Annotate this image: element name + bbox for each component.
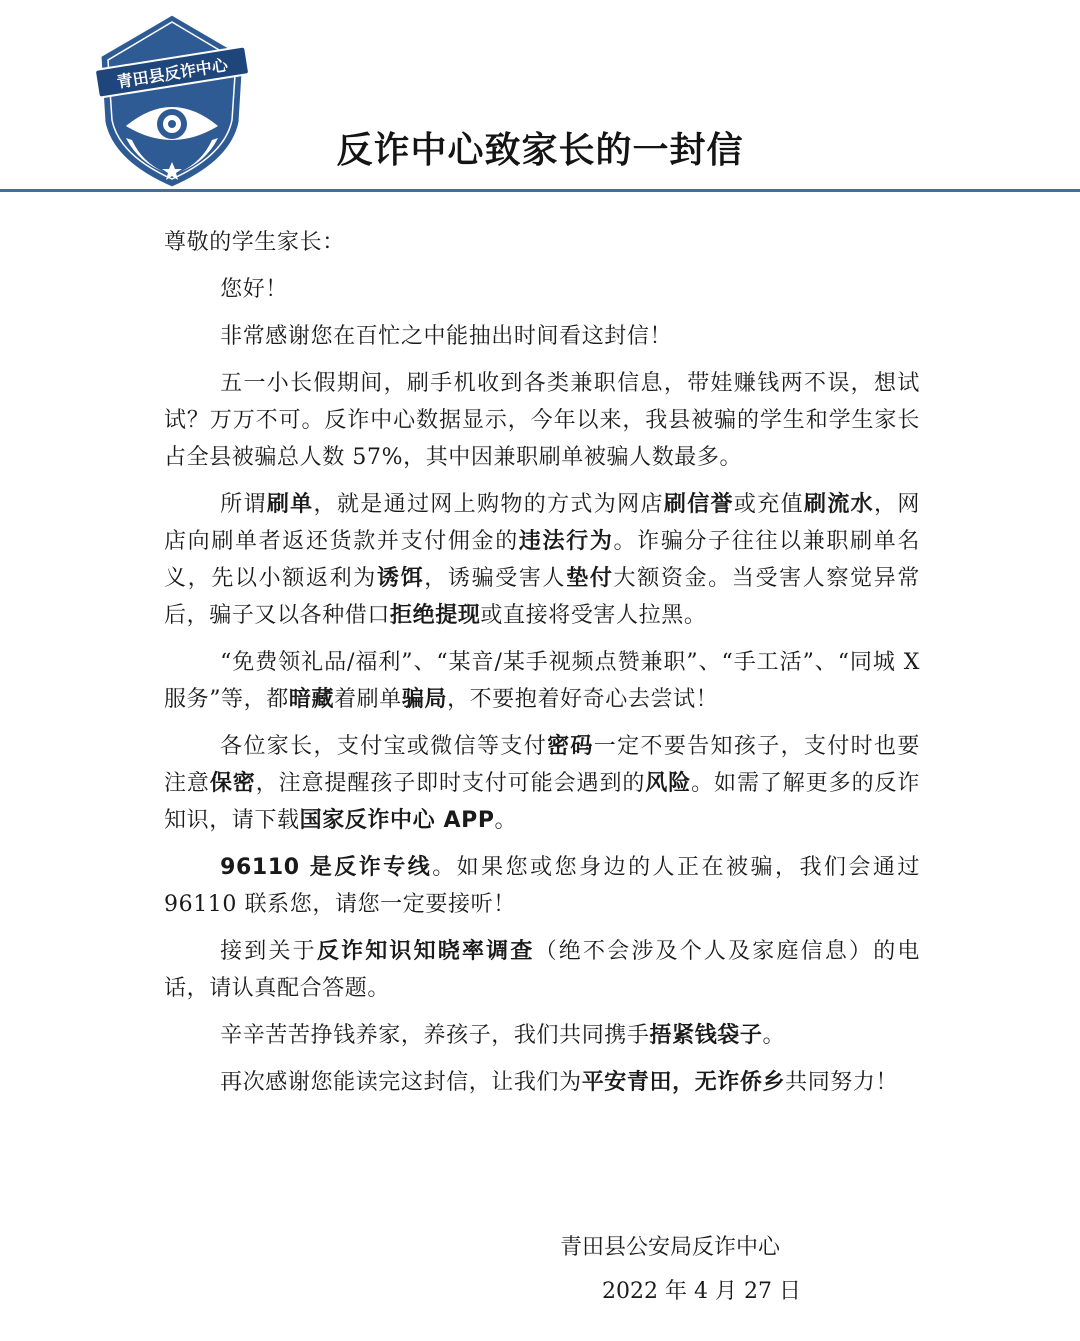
- salutation: 尊敬的学生家长：: [164, 230, 345, 255]
- text: ，网店向刷单者返还货款并支付佣金的: [164, 492, 920, 554]
- payment-password-paragraph: [164, 728, 920, 839]
- text: 。如果您或您身边的人正在被骗，我们会通过 96110 联系您，请您一定要接听！: [164, 855, 920, 917]
- text: 辛辛苦苦挣钱养家，养孩子，我们共同携手: [220, 1023, 650, 1048]
- text: “免费领礼品/福利”、“某音/某手视频点赞兼职”、“手工活”、“同城 X 服务”等，都: [164, 650, 920, 712]
- text: （绝不会涉及个人及家庭信息）的电话，请认真配合答题。: [164, 939, 920, 1001]
- hotline-paragraph: [164, 849, 920, 923]
- signature-block: [560, 1226, 860, 1314]
- page-title: 反诈中心致家长的一封信: [336, 130, 744, 171]
- text: 大额资金。当受害人察觉异常后，骗子又以各种借口: [164, 566, 921, 628]
- text: 或直接将受害人拉黑。: [480, 603, 707, 628]
- highlight: 违法行为: [518, 529, 614, 554]
- greeting: 您好！: [220, 277, 288, 302]
- anti-fraud-center-badge: [92, 12, 252, 190]
- highlight: 反诈知识知晓率调查: [316, 939, 535, 964]
- letter-body: [164, 224, 920, 1111]
- text: 。诈骗分子往往以兼职刷单名义，先以小额返利为: [164, 529, 920, 591]
- badge-text: 青田县反诈中心: [115, 55, 230, 92]
- thanks-paragraph: 非常感谢您在百忙之中能抽出时间看这封信！: [220, 324, 673, 349]
- highlight: 密码: [547, 734, 594, 759]
- highlight: 风险: [645, 771, 692, 796]
- wallet-paragraph: [164, 1017, 920, 1054]
- highlight: 国家反诈中心 APP: [299, 808, 495, 833]
- survey-paragraph: [164, 933, 920, 1007]
- brushing-definition-paragraph: [164, 486, 920, 634]
- text: 所谓: [220, 492, 267, 517]
- text: 。: [494, 808, 518, 833]
- text: ，就是通过网上购物的方式为网店: [313, 492, 664, 517]
- highlight: 保密: [209, 771, 256, 796]
- highlight: 刷信誉: [663, 492, 734, 517]
- highlight: 拒绝提现: [390, 603, 481, 628]
- highlight: 平安青田，无诈侨乡: [581, 1070, 786, 1095]
- holiday-warning-paragraph: 五一小长假期间，刷手机收到各类兼职信息，带娃赚钱两不误，想试试？万万不可。反诈中心数据显示，今年以来，我县被骗的学生和学生家长占全县被骗总人数 57%，其中因兼职刷单被骗人数最多。: [164, 371, 920, 470]
- text: 各位家长，支付宝或微信等支付: [220, 734, 548, 759]
- text: ，不要抱着好奇心去尝试！: [447, 687, 719, 712]
- highlight: 垫付: [566, 566, 614, 591]
- highlight: 刷单: [266, 492, 314, 517]
- highlight: 骗局: [401, 687, 448, 712]
- highlight: 诱饵: [376, 566, 425, 591]
- text: 再次感谢您能读完这封信，让我们为: [220, 1070, 582, 1095]
- text: ，诱骗受害人: [424, 566, 567, 591]
- highlight: 暗藏: [288, 687, 335, 712]
- text: 接到关于: [220, 939, 317, 964]
- closing-paragraph: [164, 1064, 920, 1101]
- signature-org: 青田县公安局反诈中心: [560, 1235, 781, 1260]
- scam-examples-paragraph: [164, 644, 920, 718]
- text: 。: [762, 1023, 786, 1048]
- header-divider: [0, 189, 1080, 192]
- text: ，注意提醒孩子即时支付可能会遇到的: [255, 771, 646, 796]
- text: 。如需了解更多的反诈知识，请下载: [164, 771, 921, 833]
- text: 着刷单: [334, 687, 402, 712]
- text: 一定不要告知孩子，支付时也要注意: [164, 734, 920, 796]
- text: 或充值: [733, 492, 804, 517]
- highlight: 捂紧钱袋子: [649, 1023, 763, 1048]
- signature-date: 2022 年 4 月 27 日: [602, 1279, 801, 1304]
- highlight: 刷流水: [803, 492, 875, 517]
- highlight: 96110 是反诈专线: [220, 855, 433, 880]
- text: 共同努力！: [785, 1070, 899, 1095]
